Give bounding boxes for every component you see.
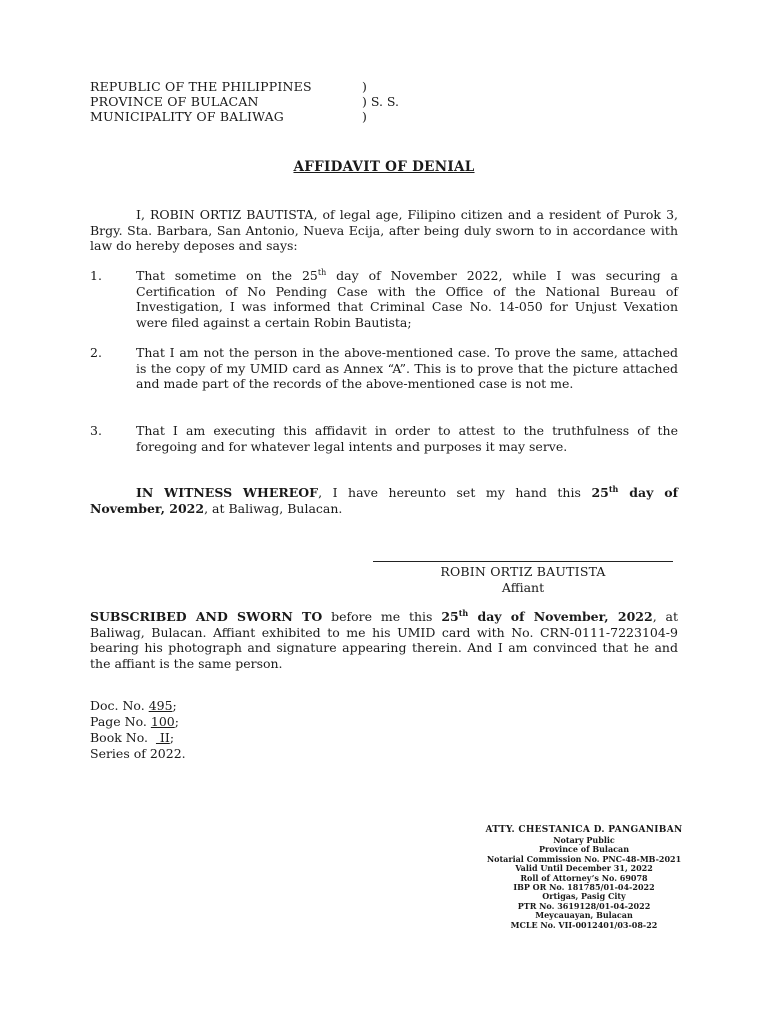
witness-date: day of November, 2022 <box>90 485 678 516</box>
notary-detail: Meycauayan, Bulacan <box>535 910 633 921</box>
caption-line-province <box>90 94 410 110</box>
notary-detail: PTR No. 3619128/01-04-2022 <box>517 900 651 911</box>
document-title: AFFIDAVIT OF DENIAL <box>293 159 475 175</box>
jurat-lead: SUBSCRIBED AND SWORN TO <box>90 609 323 624</box>
notary-detail: MCLE No. VII-0012401/03-08-22 <box>510 919 658 930</box>
caption-bracket-1: ) <box>362 79 367 94</box>
notary-detail: IBP OR No. 181785/01-04-2022 <box>513 882 655 893</box>
jurat-text: before me this <box>322 609 442 624</box>
caption-province: PROVINCE OF BULACAN <box>90 94 259 109</box>
notary-detail: Notary Public <box>553 835 615 845</box>
caption-line-municipality <box>90 109 410 125</box>
ordinal-suffix: th <box>458 608 469 618</box>
intro-paragraph: I, ROBIN ORTIZ BAUTISTA, of legal age, Filipino citizen and a resident of Purok 3, Brgy. Sta. Barbara, San Antonio, Nueva Ecija, after being duly sworn to in accordance with law do hereby deposes and says: <box>90 207 678 253</box>
item-number: 1. <box>90 268 102 283</box>
book-label: Book No. <box>90 730 156 745</box>
notary-detail: Ortigas, Pasig City <box>542 891 626 902</box>
item-text <box>136 268 678 330</box>
item-text: That I am not the person in the above-mentioned case. To prove the same, attached is the copy of my UMID card as Annex “A”. This is to prove that the picture attached and made part of the records of the above-mentioned case is not me. <box>136 345 678 391</box>
caption-bracket-ss: ) S. S. <box>362 94 400 109</box>
doc-end: ; <box>172 698 177 713</box>
affiant-name: ROBIN ORTIZ BAUTISTA <box>440 564 606 579</box>
item-text-part: That sometime on the 25 <box>136 268 318 283</box>
witness-paragraph <box>90 485 678 516</box>
item-text-part: day of November 2022, while I was securing a Certification of No Pending Case with the Office of the National Bureau of Investigation, I was informed that Criminal Case No. 14-050 for Unjust Vexation were filed against a certain Robin Bautista; <box>136 268 678 330</box>
book-value: II <box>155 730 170 745</box>
page-value: 100 <box>150 714 175 729</box>
jurat-paragraph <box>90 609 678 671</box>
page-label: Page No. <box>90 714 151 729</box>
book-number-line <box>90 730 290 746</box>
notary-block <box>460 824 708 930</box>
signature-line <box>373 561 673 562</box>
book-end: ; <box>169 730 175 745</box>
notary-detail: Roll of Attorney’s No. 69078 <box>520 872 648 883</box>
item-text: That I am executing this affidavit in order to attest to the truthfulness of the foregoing and for whatever legal intents and purposes it may serve. <box>136 423 678 454</box>
jurat-day: 25 <box>441 609 459 624</box>
witness-text: , I have hereunto set my hand this <box>318 485 592 500</box>
notary-detail: Notarial Commission No. PNC-48-MB-2021 <box>486 853 682 864</box>
jurat-rest: , at Baliwag, Bulacan. Affiant exhibited to me his UMID card with No. CRN-0111-7223104-9 bearing his photograph and signature appearing therein. And I am convinced that he and the affiant is the same person. <box>90 609 678 671</box>
jurat-date: day of November, 2022 <box>468 609 653 624</box>
series-line: Series of 2022. <box>90 746 186 761</box>
caption-municipality: MUNICIPALITY OF BALIWAG <box>90 109 284 124</box>
notary-name: ATTY. CHESTANICA D. PANGANIBAN <box>485 825 683 835</box>
doc-value: 495 <box>148 698 173 713</box>
ordinal-suffix: th <box>317 268 327 277</box>
item-number: 2. <box>90 345 102 360</box>
page-end: ; <box>174 714 179 729</box>
caption-line-republic <box>90 79 410 95</box>
witness-day: 25 <box>591 485 609 500</box>
witness-place: , at Baliwag, Bulacan. <box>204 500 343 516</box>
page-number-line <box>90 714 290 730</box>
ordinal-suffix: th <box>608 484 619 494</box>
notary-detail: Valid Until December 31, 2022 <box>515 863 653 874</box>
caption-bracket-3: ) <box>362 109 367 124</box>
affiant-label: Affiant <box>501 580 545 595</box>
doc-label: Doc. No. <box>90 698 149 713</box>
caption-republic: REPUBLIC OF THE PHILIPPINES <box>90 79 312 94</box>
witness-lead: IN WITNESS WHEREOF <box>136 485 319 500</box>
doc-number-line <box>90 698 290 714</box>
notary-detail: Province of Bulacan <box>538 844 630 855</box>
item-number: 3. <box>90 423 102 438</box>
